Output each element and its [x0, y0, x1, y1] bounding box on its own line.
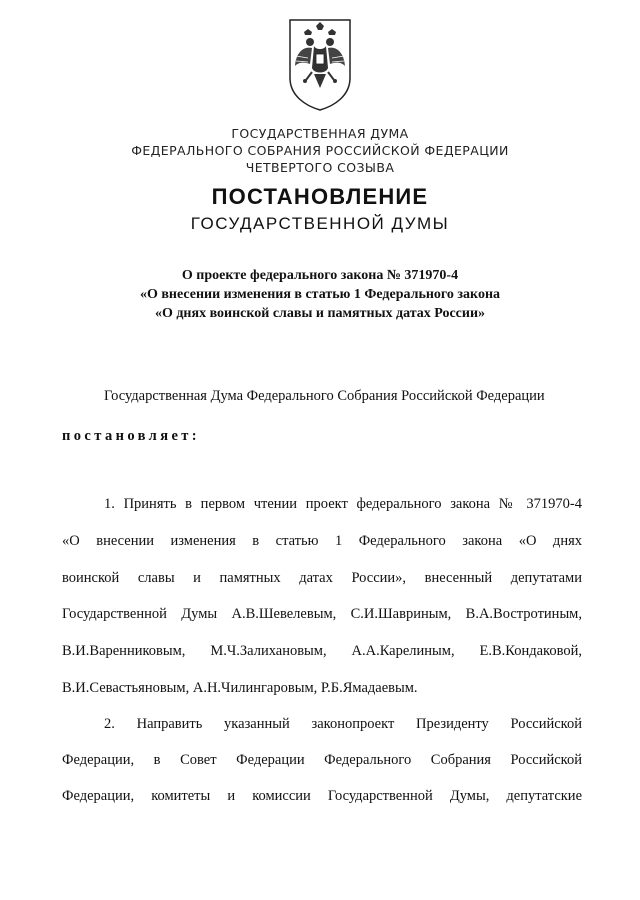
paragraph1-line: 1. Принять в первом чтении проект федерального закона № 371970-4 — [104, 496, 582, 512]
coat-of-arms-icon — [286, 16, 354, 112]
paragraph2-line: 2. Направить указанный законопроект Президенту Российской — [104, 716, 582, 732]
document-subtitle: ГОСУДАРСТВЕННОЙ ДУМЫ — [190, 214, 450, 233]
document-title: ПОСТАНОВЛЕНИЕ — [211, 184, 429, 209]
subject-line3: «О днях воинской славы и памятных датах России» — [154, 306, 486, 321]
paragraph1-line: воинской славы и памятных датах России», внесенный депутатами — [62, 570, 582, 586]
paragraph2-line: Федерации, в Совет Федерации Федерального Собрания Российской — [62, 752, 582, 768]
paragraph1-line: Государственной Думы А.В.Шевелевым, С.И.Шавриным, В.А.Востротиным, — [62, 606, 582, 622]
paragraph2-line: Федерации, комитеты и комиссии Государственной Думы, депутатские — [62, 788, 582, 804]
paragraph1-line: В.И.Севастьяновым, А.Н.Чилингаровым, Р.Б.Ямадаевым. — [62, 680, 418, 696]
org-name-line1: ГОСУДАРСТВЕННАЯ ДУМА — [231, 126, 409, 141]
subject-line1: О проекте федерального закона № 371970-4 — [181, 268, 459, 283]
decree-word: постановляет: — [62, 428, 201, 444]
paragraph1-line: «О внесении изменения в статью 1 Федерального закона «О днях — [62, 533, 582, 549]
org-name-line3: ЧЕТВЕРТОГО СОЗЫВА — [245, 160, 395, 175]
org-name-line2: ФЕДЕРАЛЬНОГО СОБРАНИЯ РОССИЙСКОЙ ФЕДЕРАЦИИ — [131, 143, 509, 158]
preamble-text: Государственная Дума Федерального Собрания Российской Федерации — [104, 388, 545, 404]
paragraph1-line: В.И.Варенниковым, М.Ч.Залихановым, А.А.Карелиным, Е.В.Кондаковой, — [62, 643, 582, 659]
subject-line2: «О внесении изменения в статью 1 Федерального закона — [139, 287, 501, 302]
